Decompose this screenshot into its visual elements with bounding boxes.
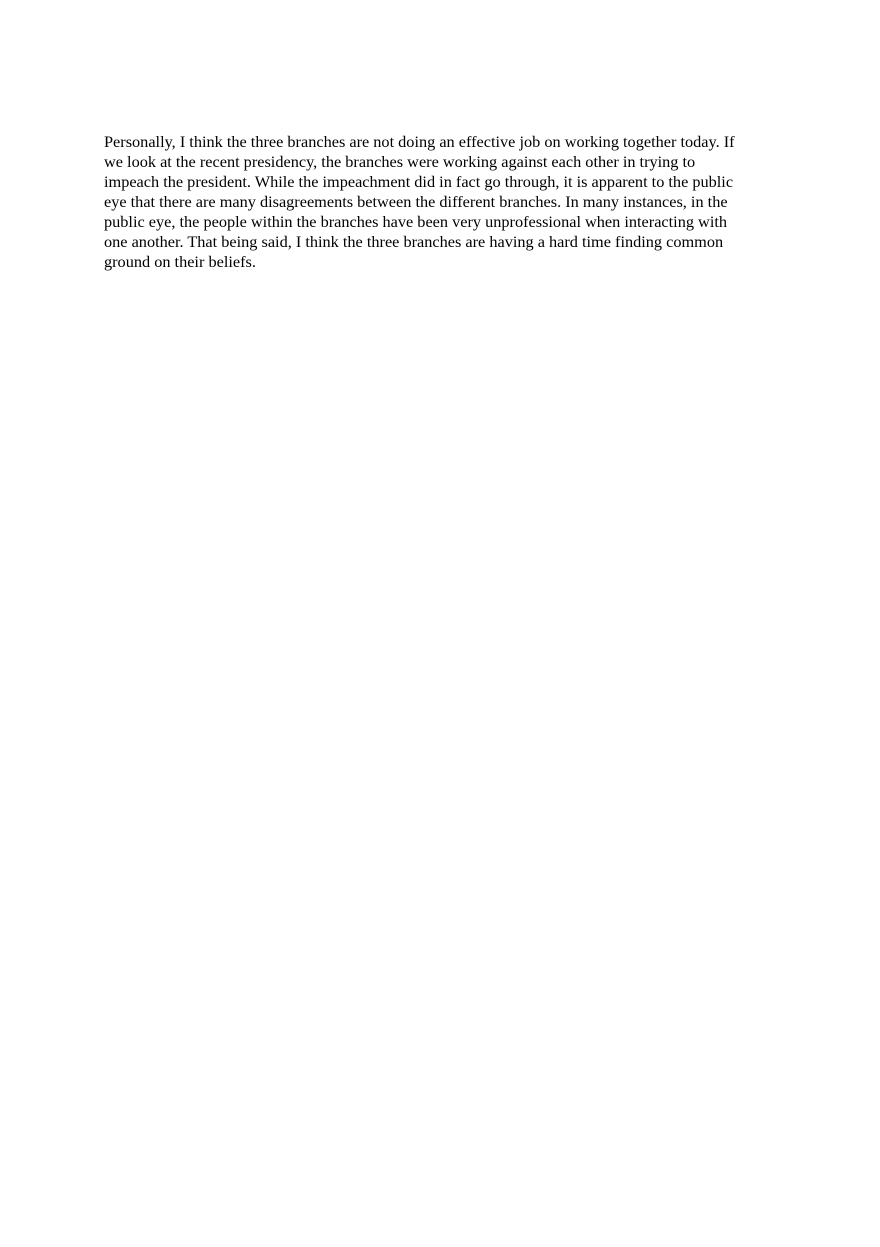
paragraph-line: public eye, the people within the branches have been very unprofessional when interacting with [104,212,728,231]
body-paragraph [104,132,776,272]
paragraph-line: eye that there are many disagreements between the different branches. In many instances, in the [104,192,728,211]
paragraph-line: ground on their beliefs. [104,252,256,271]
paragraph-line: one another. That being said, I think the three branches are having a hard time finding common [104,232,724,251]
paragraph-line: Personally, I think the three branches are not doing an effective job on working together today. If [104,132,735,151]
paragraph-line: impeach the president. While the impeachment did in fact go through, it is apparent to the public [104,172,734,191]
paragraph-line: we look at the recent presidency, the branches were working against each other in trying to [104,152,696,171]
